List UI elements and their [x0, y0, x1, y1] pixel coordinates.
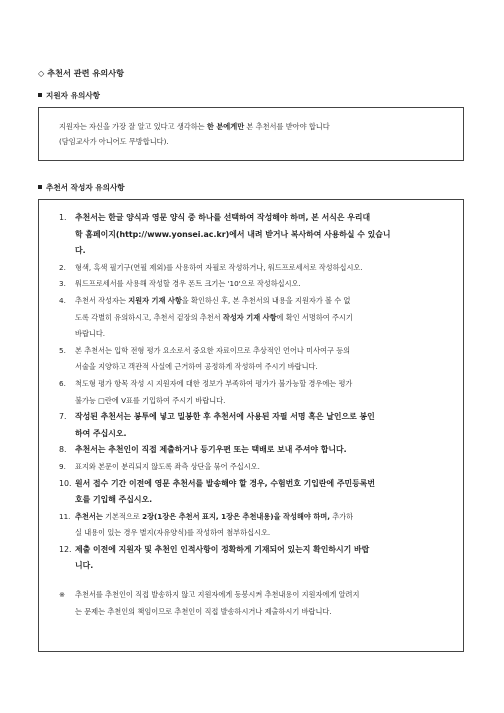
- item-text: 형색, 흑색 필기구(연필 제외)를 사용하여 자필로 작성하거나, 워드프로세서로 작성하십시오.: [75, 262, 363, 272]
- item-text-bold: 추천서는: [75, 511, 103, 521]
- item-line: [75, 492, 449, 509]
- section-heading-label: 지원자 유의사항: [46, 91, 100, 100]
- item-text-bold: 학 홈페이지(http://www.yonsei.ac.kr)에서 내려 받거나 복사하여 사용하실 수 있습니: [75, 229, 391, 239]
- item-number: 8.: [59, 445, 67, 455]
- item-line: [75, 459, 449, 476]
- item-text: 서술을 지양하고 객관적 사실에 근거하여 공정하게 작성하여 주시기 바랍니다.: [75, 362, 318, 372]
- instruction-item: [59, 476, 449, 509]
- item-text-bold: 제출 이전에 지원자 및 추천인 인적사항이 정확하게 기재되어 있는지 확인하시기 바랍: [75, 544, 370, 554]
- item-text-bold: 원서 접수 기간 이전에 영문 추천서를 발송해야 할 경우, 수험번호 기입란에 주민등록번: [75, 478, 376, 488]
- item-line: [75, 509, 449, 526]
- section-heading-applicant: [38, 90, 100, 101]
- item-text-bold: 추천서는 한글 양식과 영문 양식 중 하나를 선택하여 작성해야 하며, 본 서식은 우리대: [75, 213, 371, 222]
- item-number: 5.: [59, 345, 66, 355]
- item-line: [75, 476, 449, 493]
- instruction-item: [59, 459, 449, 476]
- note-mark: ※: [59, 590, 66, 600]
- item-text-bold: 작성된 추천서는 봉투에 넣고 밀봉한 후 추천서에 사용된 자필 서명 혹은 날인으로 봉인: [75, 412, 375, 422]
- notice-emphasis: 한 분에게만: [206, 122, 245, 131]
- note-line: 는 문제는 추천인의 책임이므로 추천인이 직접 발송하시거나 제출하시기 바랍니다.: [75, 606, 332, 616]
- item-text: 추가하: [329, 511, 354, 521]
- instruction-item: [59, 509, 449, 542]
- notice-text: 본 추천서를 받아야 합니다: [244, 122, 330, 131]
- item-number: 4.: [59, 295, 66, 305]
- notice-text: 지원자는 자신을 가장 잘 알고 있다고 생각하는: [59, 122, 207, 131]
- closing-note: [59, 587, 449, 620]
- notice-line: [59, 119, 451, 134]
- instruction-item: [59, 343, 449, 376]
- square-bullet-icon: [38, 93, 42, 97]
- section-heading-writer: [38, 182, 125, 193]
- item-line: [75, 293, 449, 310]
- item-number: 9.: [59, 461, 66, 471]
- item-line: [75, 442, 449, 459]
- item-text: 기본적으로: [102, 511, 143, 521]
- item-line: [75, 558, 449, 575]
- item-line: [75, 326, 449, 343]
- writer-notice-box: [38, 199, 464, 652]
- item-text-bold: 작성자 기재 사항: [222, 312, 277, 322]
- item-line: [75, 276, 449, 293]
- instruction-item: [59, 260, 449, 277]
- item-text: 표지와 본문이 분리되지 않도록 좌측 상단을 묶어 주십시오.: [75, 461, 260, 471]
- item-number: 2.: [59, 262, 66, 272]
- item-text: 본 추천서는 입학 전형 평가 요소로서 중요한 자료이므로 추상적인 언어나 미사여구 등의: [75, 345, 351, 355]
- instruction-item: [59, 276, 449, 293]
- item-text-bold: 다.: [75, 246, 86, 256]
- item-text-bold: 지원자 기재 사항: [128, 295, 182, 305]
- item-text: 도록 각별히 유의하시고, 추천서 겉장의 추천서: [75, 312, 223, 322]
- item-line: [75, 343, 449, 360]
- item-line: [75, 310, 449, 327]
- item-number: 6.: [59, 378, 66, 388]
- item-text: 워드프로세서를 사용해 작성할 경우 폰트 크기는 '10'으로 작성하십시오.: [75, 279, 301, 289]
- note-line: 추천서를 추천인이 직접 발송하지 않고 지원자에게 동봉시켜 추천내용이 지원자에게 알려지: [75, 590, 360, 600]
- item-text-bold: 하여 주십시오.: [75, 428, 127, 438]
- item-text-bold: 2장(1장은 추천서 표지, 1장은 추천내용)을 작성해야 하며,: [142, 511, 330, 521]
- page-title: ◇ 추천서 관련 유의사항: [38, 68, 125, 78]
- item-text: 추천서 작성자는: [75, 295, 129, 305]
- item-text: 불가능 □란에 V표를 기입하여 주시기 바랍니다.: [75, 395, 226, 405]
- instruction-item: [59, 442, 449, 459]
- notice-line: [59, 134, 451, 149]
- instruction-list: [59, 210, 449, 575]
- item-number: 12.: [59, 544, 72, 554]
- instruction-item: [59, 210, 449, 260]
- item-line: [75, 243, 449, 260]
- item-number: 3.: [59, 279, 66, 289]
- item-text: 척도형 평가 항목 작성 시 지원자에 대한 정보가 부족하여 평가가 불가능할 경우에는 평가: [75, 378, 353, 388]
- instruction-item: [59, 293, 449, 343]
- applicant-notice-box: [38, 107, 464, 161]
- item-line: [75, 359, 449, 376]
- instruction-item: [59, 409, 449, 442]
- item-text-bold: 추천서는 추천인이 직접 제출하거나 등기우편 또는 택배로 보내 주셔야 합니다.: [75, 445, 347, 455]
- item-text: 을 확인하신 후, 본 추천서의 내용을 지원자가 볼 수 없: [181, 295, 351, 305]
- item-text: 실 내용이 있는 경우 별지(자유양식)를 작성하여 첨부하십시오.: [75, 528, 271, 538]
- item-line: [75, 542, 449, 559]
- item-line: [75, 409, 449, 426]
- square-bullet-icon: [38, 185, 42, 189]
- item-line: [75, 393, 449, 410]
- instruction-item: [59, 376, 449, 409]
- item-line: [75, 525, 449, 542]
- instruction-item: [59, 542, 449, 575]
- item-text-bold: 호를 기입해 주십시오.: [75, 495, 153, 505]
- notice-text: (담임교사가 아니어도 무방합니다).: [59, 137, 169, 146]
- item-text: 바랍니다.: [75, 329, 106, 339]
- item-line: [75, 227, 449, 244]
- item-number: 10.: [59, 478, 72, 488]
- item-line: [75, 376, 449, 393]
- section-heading-label: 추천서 작성자 유의사항: [46, 183, 125, 192]
- item-number: 7.: [59, 412, 67, 422]
- item-text-bold: 니다.: [75, 561, 94, 571]
- item-text: 에 확인 서명하여 주시기: [276, 312, 353, 322]
- item-line: [75, 260, 449, 277]
- item-number: 1.: [59, 213, 67, 222]
- item-number: 11.: [59, 511, 71, 521]
- item-line: [75, 426, 449, 443]
- item-line: [75, 210, 449, 227]
